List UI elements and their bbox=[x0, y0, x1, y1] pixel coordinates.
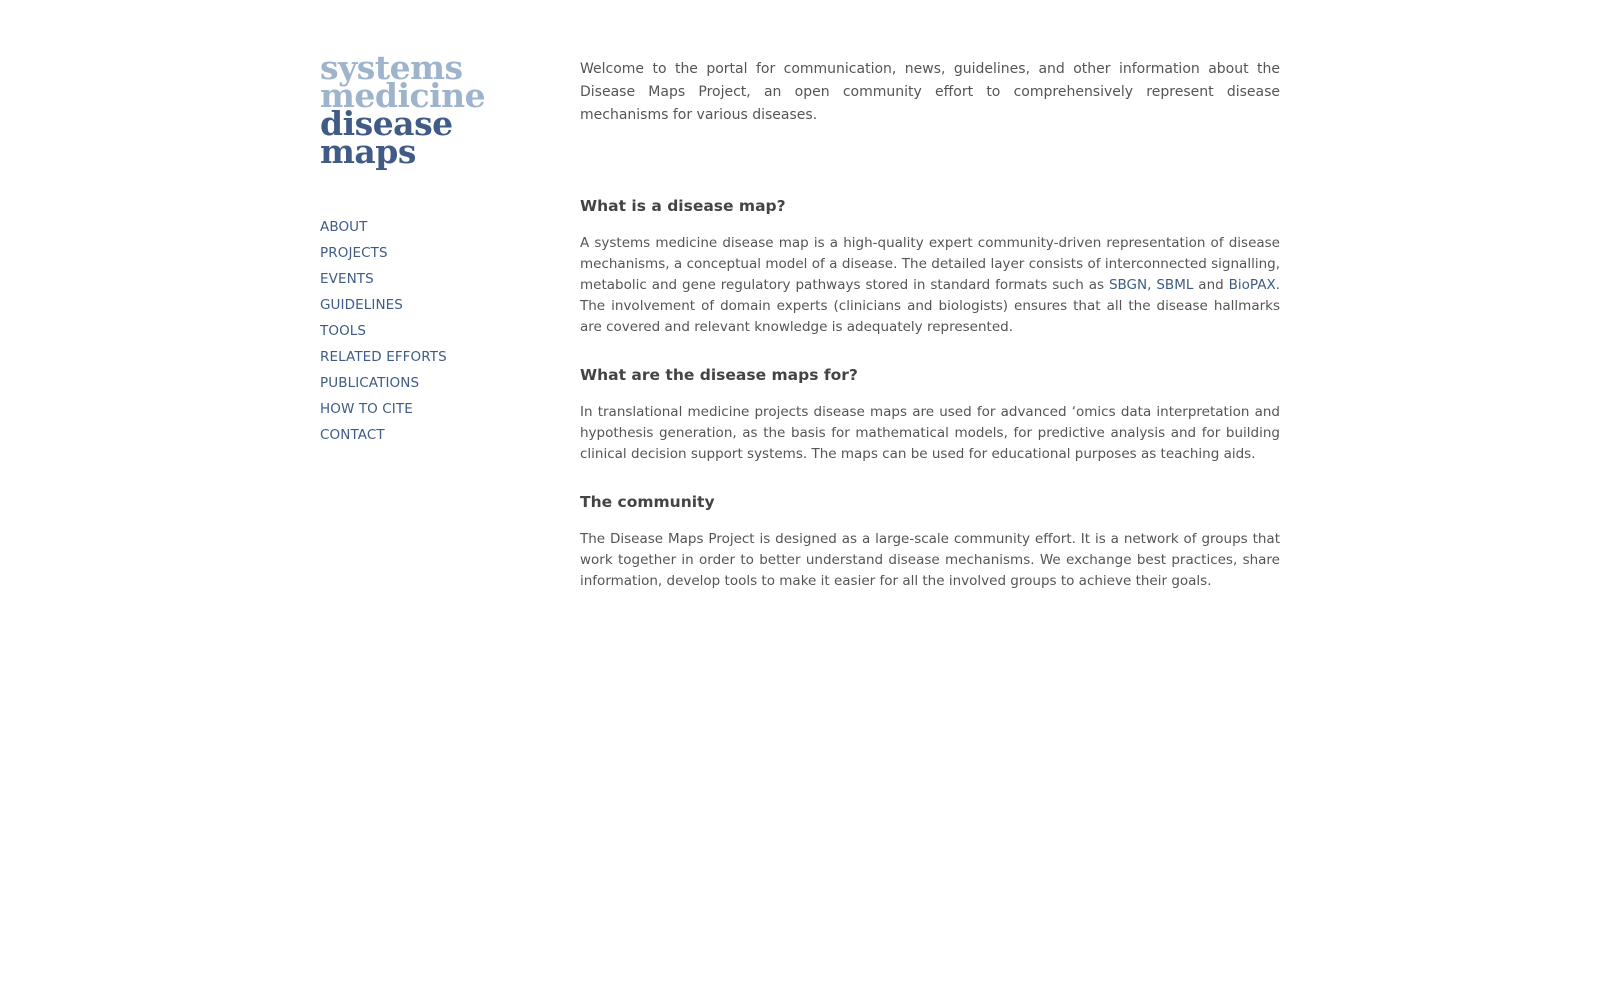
nav-item-projects bbox=[320, 240, 540, 266]
nav-item-related-efforts bbox=[320, 344, 540, 370]
text-segment: . The involvement of domain experts (clinicians and biologists) ensures that all the disease hallmarks are covered and relevant knowledge is adequately represented. bbox=[580, 277, 1280, 335]
main-nav bbox=[320, 214, 540, 448]
sidebar bbox=[320, 48, 540, 448]
nav-item-guidelines bbox=[320, 292, 540, 318]
section-heading-what-is: What is a disease map? bbox=[580, 197, 786, 215]
logo-line-maps: maps bbox=[320, 132, 416, 171]
site-logo[interactable] bbox=[320, 48, 540, 171]
main-content bbox=[580, 58, 1280, 620]
text-separator: and bbox=[1193, 277, 1229, 293]
section-heading-what-for: What are the disease maps for? bbox=[580, 366, 858, 384]
sbml-link[interactable]: SBML bbox=[1156, 277, 1194, 293]
nav-link-projects[interactable]: PROJECTS bbox=[320, 245, 388, 261]
nav-link-publications[interactable]: PUBLICATIONS bbox=[320, 375, 420, 391]
nav-link-about[interactable]: ABOUT bbox=[320, 219, 368, 235]
nav-link-guidelines[interactable]: GUIDELINES bbox=[320, 297, 403, 313]
sbgn-link[interactable]: SBGN bbox=[1108, 277, 1148, 293]
nav-link-tools[interactable]: TOOLS bbox=[320, 323, 367, 339]
text-segment: A systems medicine disease map is a high-quality expert community-driven representation of disease mechanisms, a conceptual model of a disease. The detailed layer consists of interconnected signalling, metabolic and gene regulatory pathways stored in standard formats such as bbox=[580, 235, 1280, 293]
logo-line-medicine: medicine bbox=[320, 76, 486, 115]
logo-line-disease: disease bbox=[320, 104, 453, 143]
text-separator: , bbox=[1147, 277, 1157, 293]
intro-paragraph: Welcome to the portal for communication, news, guidelines, and other information about the Disease Maps Project, an open community effort to comprehensively represent disease mechanisms for various diseases. bbox=[580, 61, 1280, 123]
nav-link-contact[interactable]: CONTACT bbox=[320, 427, 385, 443]
nav-link-events[interactable]: EVENTS bbox=[320, 271, 374, 287]
biopax-link[interactable]: BioPAX bbox=[1228, 277, 1276, 293]
nav-item-how-to-cite bbox=[320, 396, 540, 422]
nav-link-how-to-cite[interactable]: HOW TO CITE bbox=[320, 401, 413, 417]
section-text-community: The Disease Maps Project is designed as a large-scale community effort. It is a network of groups that work together in order to better understand disease mechanisms. We exchange best practices, share information, develop tools to make it easier for all the involved groups to achieve their goals. bbox=[580, 531, 1280, 589]
nav-link-related-efforts[interactable]: RELATED EFFORTS bbox=[320, 349, 447, 365]
nav-item-tools bbox=[320, 318, 540, 344]
section-text-what-is bbox=[580, 233, 1280, 338]
nav-item-contact bbox=[320, 422, 540, 448]
nav-item-publications bbox=[320, 370, 540, 396]
logo-line-systems: systems bbox=[320, 48, 463, 87]
section-heading-community: The community bbox=[580, 493, 715, 511]
nav-item-about bbox=[320, 214, 540, 240]
nav-item-events bbox=[320, 266, 540, 292]
section-text-what-for: In translational medicine projects disease maps are used for advanced ‘omics data interpretation and hypothesis generation, as the basis for mathematical models, for predictive analysis and for building clinical decision support systems. The maps can be used for educational purposes as teaching aids. bbox=[580, 404, 1280, 462]
